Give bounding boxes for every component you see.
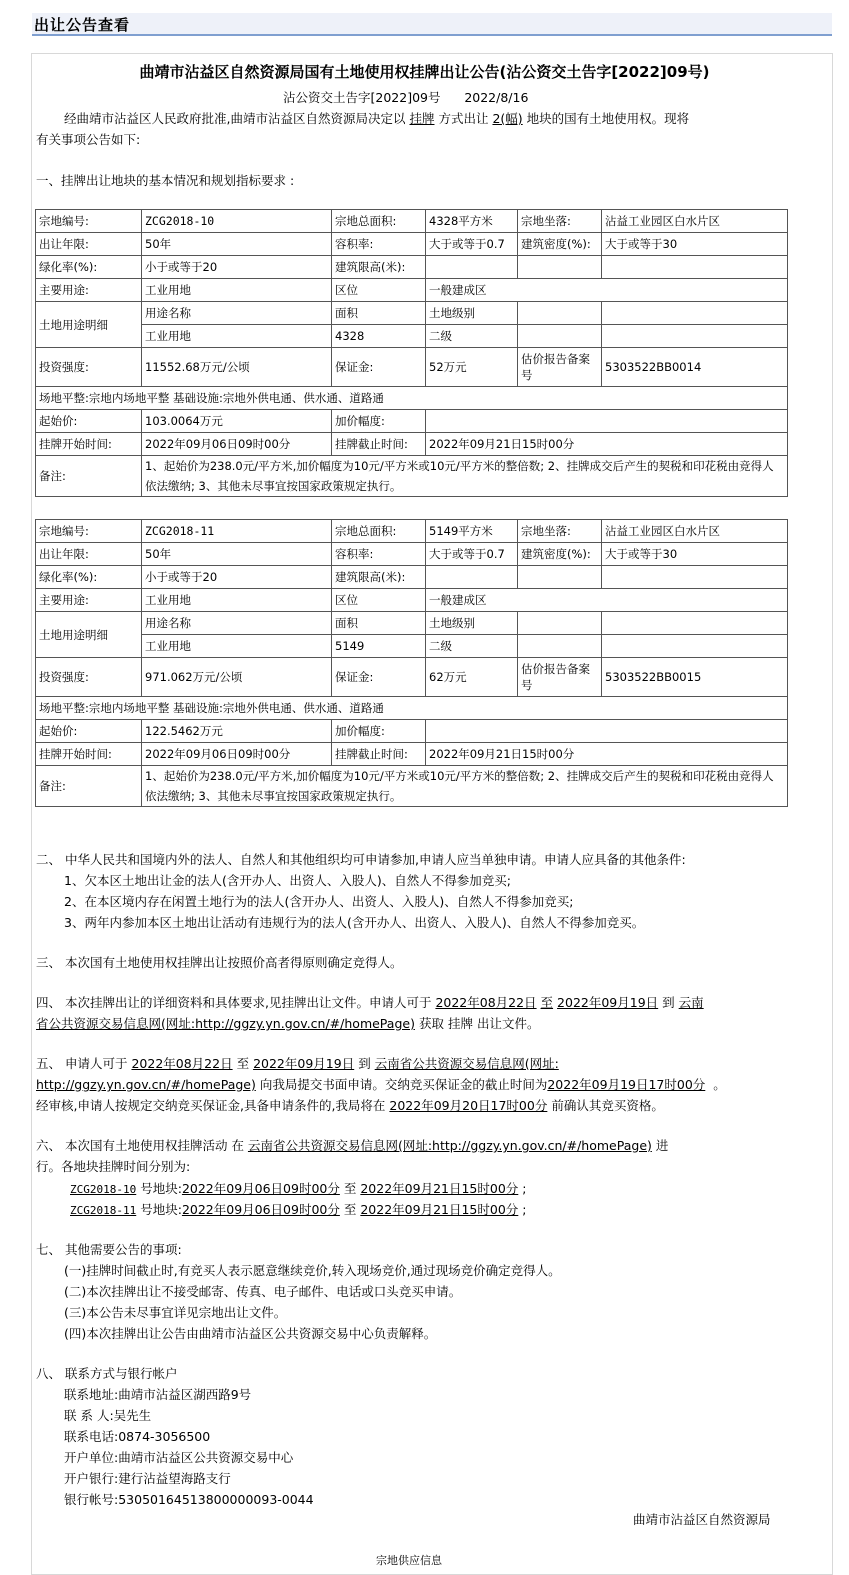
footer-label: 宗地供应信息 [376,1554,442,1567]
parcel-remarks: 1、起始价为238.0元/平方米,加价幅度为10元/平方米或10元/平方米的整倍数; 2、挂牌成交后产生的契税和印花税由竞得人依法缴纳; 3、其他未尽事宜按国家政策规定执行。 [142,766,788,807]
section-4-line-2: 省公共资源交易信息网(网址:http://ggzy.yn.gov.cn/#/homePage) 获取 挂牌 出让文件。 [36,1016,540,1031]
schedule-row: ZCG2018-11 号地块:2022年09月06日09时00分 至 2022年09月21日15时00分 ; [70,1202,527,1217]
section-4-link[interactable]: 云南 [678,995,704,1010]
intro-method: 挂牌 [409,111,435,126]
page-header [32,13,832,36]
section-3: 三、 本次国有土地使用权挂牌出让按照价高者得原则确定竞得人。 [36,955,403,970]
parcel-no: ZCG2018-11 [142,520,332,543]
section-5-link[interactable]: http://ggzy.yn.gov.cn/#/homePage) [36,1077,256,1092]
section-5-line-2: http://ggzy.yn.gov.cn/#/homePage) 向我局提交书面申请。交纳竞买保证金的截止时间为2022年09月19日17时00分 。 [36,1077,726,1092]
section-7-item: (三)本公告未尽事宜详见宗地出让文件。 [64,1305,287,1320]
section-7-item: (一)挂牌时间截止时,有竞买人表示愿意继续竞价,转入现场竞价,通过现场竞价确定竞得人。 [64,1263,561,1278]
schedule-row: ZCG2018-10 号地块:2022年09月06日09时00分 至 2022年09月21日15时00分 ; [70,1181,527,1196]
parcel-table: 宗地编号: ZCG2018-11 宗地总面积: 5149平方米 宗地坐落: 沾益工业园区白水片区 出让年限: 50年 容积率: 大于或等于0.7 建筑密度(%): 大于或等于30 绿化率(%): 小于或等于20 建筑限高(米): 主要用途: 工业用地 区位 一般建成区 土地用途明细 用途名称 面积 土地级别 工业用地 5149 二级 投资强度: 971.062万元/公顷 保证金: 62万元 估价报告备案号 5303522BB0015 场地平整:宗地内场地平整 基础设施:宗地外供电通、供水通、道路通 起始价: 122.5462万元 加价幅度: 挂牌开始时间: 2022年09月06日09时00分 挂牌截止时间: 2022年09月21日15时00分 备注: 1、起始价为238.0元/平方米,加价幅度为10元/平方米或10元/平方米的整倍数; 2、挂牌成交后产生的契税和印花税由竞得人依法缴纳; 3、其他未尽事宜按国家政策规定执行。 [35,519,788,807]
contact-item: 开户单位:曲靖市沾益区公共资源交易中心 [64,1450,294,1465]
parcel-site: 场地平整:宗地内场地平整 基础设施:宗地外供电通、供水通、道路通 [36,387,788,410]
contact-item: 联系电话:0874-3056500 [64,1429,211,1444]
notice-intro-2: 有关事项公告如下: [36,132,141,147]
contact-item: 联系地址:曲靖市沾益区湖西路9号 [64,1387,252,1402]
section-2-title: 二、 中华人民共和国境内外的法人、自然人和其他组织均可申请参加,申请人应当单独申请。申请人应具备的其他条件: [36,852,686,867]
parcel-area: 4328平方米 [426,210,518,233]
parcel-area: 5149平方米 [426,520,518,543]
section-7-title: 七、 其他需要公告的事项: [36,1242,182,1257]
contact-item: 联 系 人:吴先生 [64,1408,152,1423]
section-6-line-2: 行。各地块挂牌时间分别为: [36,1159,191,1174]
section-6-link[interactable]: 云南省公共资源交易信息网(网址:http://ggzy.yn.gov.cn/#/homePage) [247,1138,652,1153]
page-header-title: 出让公告查看 [34,16,131,34]
intro-count: 2(幅) [492,111,523,126]
section-5-link[interactable]: 云南省公共资源交易信息网(网址: [374,1056,559,1071]
section-5: 五、 申请人可于 2022年08月22日 至 2022年09月19日 到 云南省公共资源交易信息网(网址: [36,1056,559,1071]
parcel-remarks: 1、起始价为238.0元/平方米,加价幅度为10元/平方米或10元/平方米的整倍数; 2、挂牌成交后产生的契税和印花税由竞得人依法缴纳; 3、其他未尽事宜按国家政策规定执行。 [142,456,788,497]
notice-doc-number: 沾公资交土告字[2022]09号 2022/8/16 [283,90,529,105]
parcel-location: 沾益工业园区白水片区 [602,520,788,543]
section-2-item: 1、欠本区土地出让金的法人(含开办人、出资人、入股人)、自然人不得参加竞买; [64,873,511,888]
parcel-site: 场地平整:宗地内场地平整 基础设施:宗地外供电通、供水通、道路通 [36,697,788,720]
parcel-start-price: 122.5462万元 [142,720,332,743]
parcel-start-price: 103.0064万元 [142,410,332,433]
parcel-no: ZCG2018-10 [142,210,332,233]
section-4: 四、 本次挂牌出让的详细资料和具体要求,见挂牌出让文件。申请人可于 2022年08月22日 至 2022年09月19日 到 云南 [36,995,704,1010]
notice-intro: 经曲靖市沾益区人民政府批准,曲靖市沾益区自然资源局决定以 挂牌 方式出让 2(幅) 地块的国有土地使用权。现将 [64,111,690,126]
section-7-item: (二)本次挂牌出让不接受邮寄、传真、电子邮件、电话或口头竞买申请。 [64,1284,462,1299]
section-2-item: 2、在本区境内存在闲置土地行为的法人(含开办人、出资人、入股人)、自然人不得参加竞买; [64,894,574,909]
section-4-link[interactable]: 省公共资源交易信息网(网址:http://ggzy.yn.gov.cn/#/homePage) [36,1016,415,1031]
signature: 曲靖市沾益区自然资源局 [633,1512,771,1527]
parcel-table: 宗地编号: ZCG2018-10 宗地总面积: 4328平方米 宗地坐落: 沾益工业园区白水片区 出让年限: 50年 容积率: 大于或等于0.7 建筑密度(%): 大于或等于30 绿化率(%): 小于或等于20 建筑限高(米): 主要用途: 工业用地 区位 一般建成区 土地用途明细 用途名称 面积 土地级别 工业用地 4328 二级 投资强度: 11552.68万元/公顷 保证金: 52万元 估价报告备案号 5303522BB0014 场地平整:宗地内场地平整 基础设施:宗地外供电通、供水通、道路通 起始价: 103.0064万元 加价幅度: 挂牌开始时间: 2022年09月06日09时00分 挂牌截止时间: 2022年09月21日15时00分 备注: 1、起始价为238.0元/平方米,加价幅度为10元/平方米或10元/平方米的整倍数; 2、挂牌成交后产生的契税和印花税由竞得人依法缴纳; 3、其他未尽事宜按国家政策规定执行。 [35,209,788,497]
notice-date: 2022/8/16 [464,90,529,105]
section-2-item: 3、两年内参加本区土地出让活动有违规行为的法人(含开办人、出资人、入股人)、自然人不得参加竞买。 [64,915,645,930]
contact-item: 开户银行:建行沾益望海路支行 [64,1471,231,1486]
contact-item: 银行帐号:53050164513800000093-0044 [64,1492,314,1507]
parcel-location: 沾益工业园区白水片区 [602,210,788,233]
section-1-title: 一、挂牌出让地块的基本情况和规划指标要求 : [36,173,295,188]
section-8-title: 八、 联系方式与银行帐户 [36,1366,178,1381]
section-6: 六、 本次国有土地使用权挂牌活动 在 云南省公共资源交易信息网(网址:http://ggzy.yn.gov.cn/#/homePage) 进 [36,1138,669,1153]
section-5-line-3: 经审核,申请人按规定交纳竞买保证金,具备申请条件的,我局将在 2022年09月20日17时00分 前确认其竞买资格。 [36,1098,664,1113]
section-7-item: (四)本次挂牌出让公告由曲靖市沾益区公共资源交易中心负责解释。 [64,1326,437,1341]
notice-title: 曲靖市沾益区自然资源局国有土地使用权挂牌出让公告(沾公资交土告字[2022]09号) [139,63,710,81]
